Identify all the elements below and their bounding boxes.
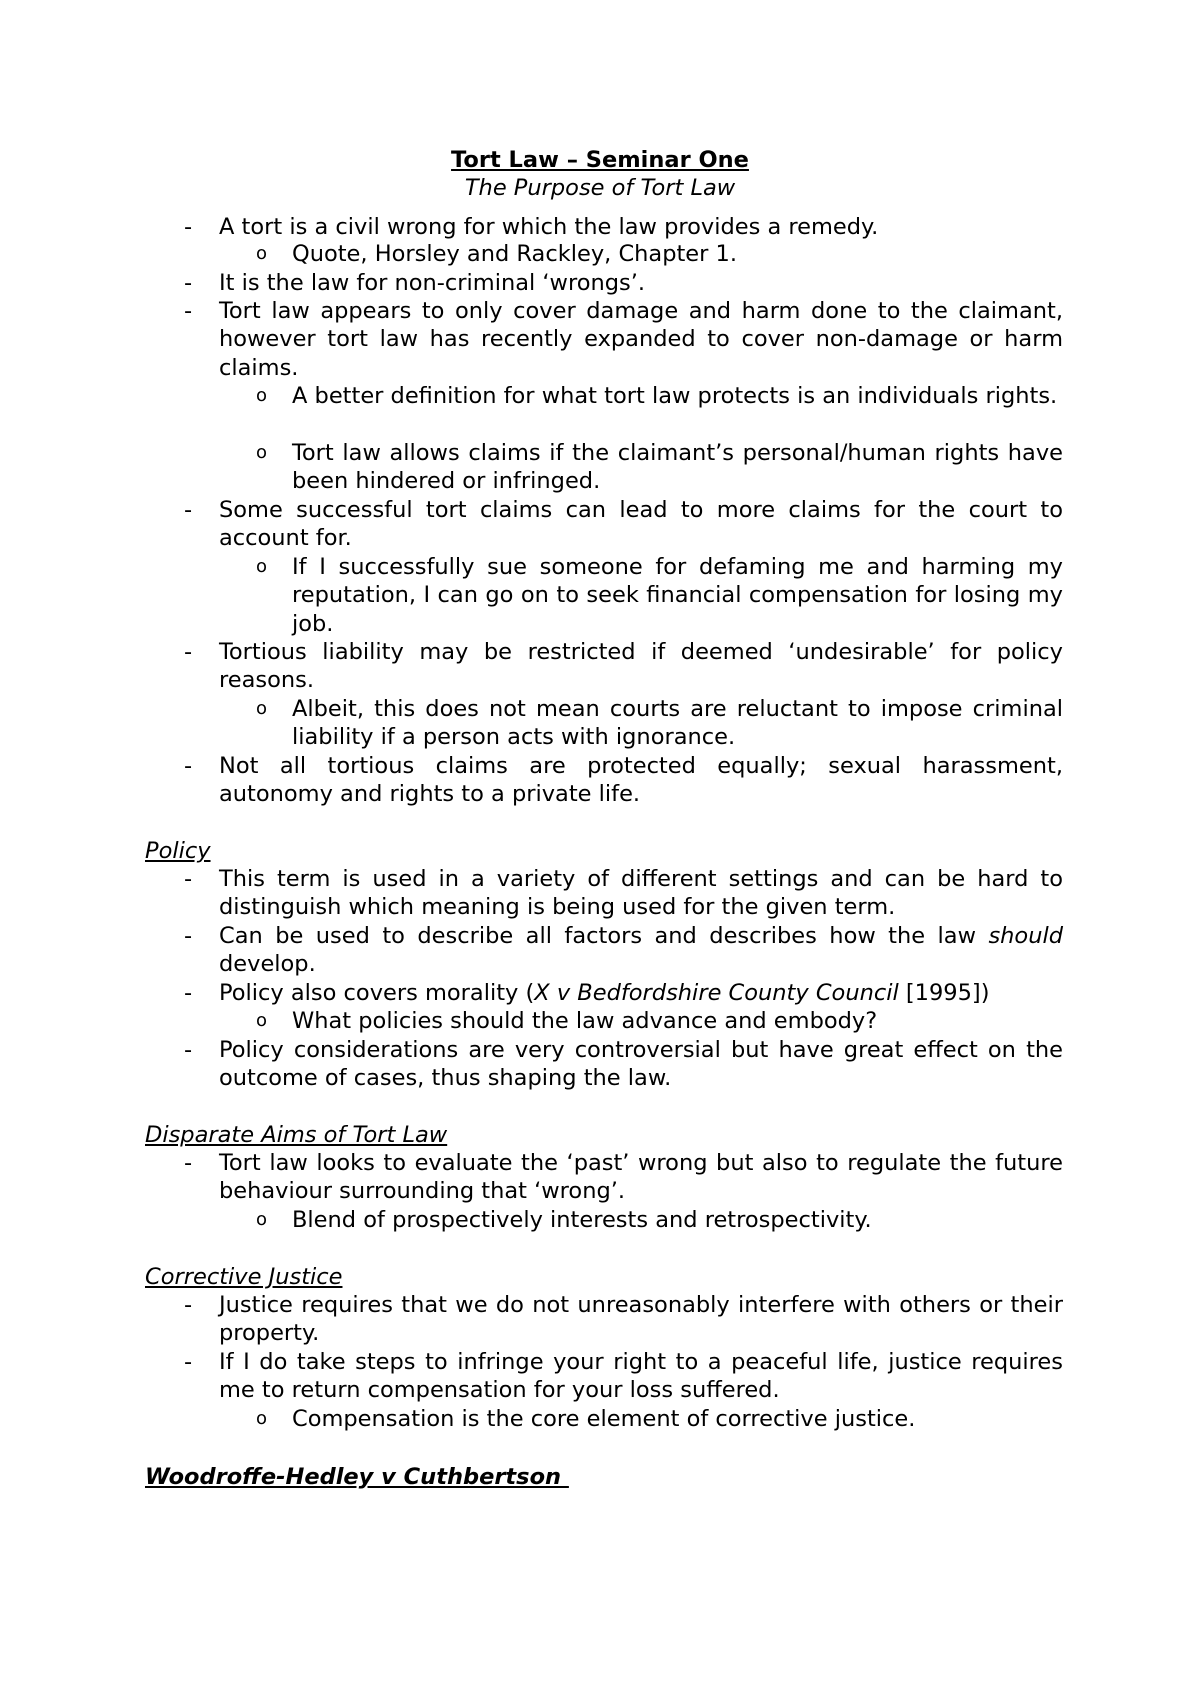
bullet-circle: o bbox=[256, 698, 268, 719]
list-item: A tort is a civil wrong for which the law provides a remedy. bbox=[219, 214, 879, 240]
sub-list-item: Quote, Horsley and Rackley, Chapter 1. bbox=[292, 241, 738, 267]
case-citation: X v Bedfordshire County Council bbox=[534, 980, 899, 1006]
text-run: Can be used to describe all factors and describes how the law bbox=[219, 923, 989, 949]
document-subtitle: The Purpose of Tort Law bbox=[464, 175, 736, 201]
sub-list-item: A better definition for what tort law protects is an individuals rights. bbox=[292, 383, 1058, 409]
bullet-dash: - bbox=[184, 1349, 193, 1375]
list-item: Tort law looks to evaluate the ‘past’ wrong but also to regulate the future behaviour surrounding that ‘wrong’. bbox=[219, 1150, 1063, 1205]
bullet-dash: - bbox=[184, 753, 193, 779]
section-heading-corrective-justice: Corrective Justice bbox=[145, 1264, 343, 1290]
list-item: Tort law appears to only cover damage and harm done to the claimant, however tort law has recently expanded to cover non-damage or harm claims. bbox=[219, 298, 1063, 381]
bullet-dash: - bbox=[184, 639, 193, 665]
bullet-dash: - bbox=[184, 923, 193, 949]
bullet-dash: - bbox=[184, 270, 193, 296]
list-item: Tortious liability may be restricted if deemed ‘undesirable’ for policy reasons. bbox=[219, 639, 1063, 694]
document-title: Tort Law – Seminar One bbox=[451, 147, 749, 173]
sub-list-item: Compensation is the core element of corrective justice. bbox=[292, 1406, 916, 1432]
bullet-dash: - bbox=[184, 980, 193, 1006]
bullet-circle: o bbox=[256, 243, 268, 264]
bullet-dash: - bbox=[184, 1292, 193, 1318]
list-item: Some successful tort claims can lead to more claims for the court to account for. bbox=[219, 497, 1063, 552]
list-item: Justice requires that we do not unreasonably interfere with others or their property. bbox=[219, 1292, 1063, 1347]
bullet-dash: - bbox=[184, 497, 193, 523]
bullet-circle: o bbox=[256, 1209, 268, 1230]
list-item: It is the law for non-criminal ‘wrongs’. bbox=[219, 270, 646, 296]
text-run: Policy also covers morality ( bbox=[219, 980, 535, 1006]
bullet-dash: - bbox=[184, 1150, 193, 1176]
case-heading: Woodroffe-Hedley v Cuthbertson bbox=[145, 1464, 569, 1490]
bullet-circle: o bbox=[256, 385, 268, 406]
sub-list-item: Albeit, this does not mean courts are reluctant to impose criminal liability if a person acts with ignorance. bbox=[292, 696, 1063, 751]
list-item: If I do take steps to infringe your right to a peaceful life, justice requires me to return compensation for your loss suffered. bbox=[219, 1349, 1063, 1404]
list-item: Not all tortious claims are protected equally; sexual harassment, autonomy and rights to a private life. bbox=[219, 753, 1063, 808]
bullet-circle: o bbox=[256, 556, 268, 577]
list-item bbox=[219, 979, 1063, 1007]
bullet-circle: o bbox=[256, 1010, 268, 1031]
bullet-dash: - bbox=[184, 298, 193, 324]
sub-list-item: Blend of prospectively interests and retrospectivity. bbox=[292, 1207, 872, 1233]
bullet-circle: o bbox=[256, 442, 268, 463]
text-run: develop. bbox=[219, 951, 316, 978]
sub-list-item: Tort law allows claims if the claimant’s personal/human rights have been hindered or infringed. bbox=[292, 440, 1063, 495]
bullet-dash: - bbox=[184, 1037, 193, 1063]
list-item: This term is used in a variety of different settings and can be hard to distinguish which meaning is being used for the given term. bbox=[219, 866, 1063, 921]
bullet-dash: - bbox=[184, 214, 193, 240]
list-item: Policy considerations are very controversial but have great effect on the outcome of cases, thus shaping the law. bbox=[219, 1037, 1063, 1092]
emphasis-text: should bbox=[988, 923, 1063, 949]
sub-list-item: What policies should the law advance and embody? bbox=[292, 1008, 878, 1034]
text-run: [1995]) bbox=[898, 980, 990, 1006]
sub-list-item: If I successfully sue someone for defaming me and harming my reputation, I can go on to seek financial compensation for losing my job. bbox=[292, 554, 1063, 637]
bullet-circle: o bbox=[256, 1408, 268, 1429]
list-item bbox=[219, 922, 1063, 979]
bullet-dash: - bbox=[184, 866, 193, 892]
section-heading-disparate-aims: Disparate Aims of Tort Law bbox=[145, 1122, 448, 1148]
section-heading-policy: Policy bbox=[145, 838, 211, 864]
